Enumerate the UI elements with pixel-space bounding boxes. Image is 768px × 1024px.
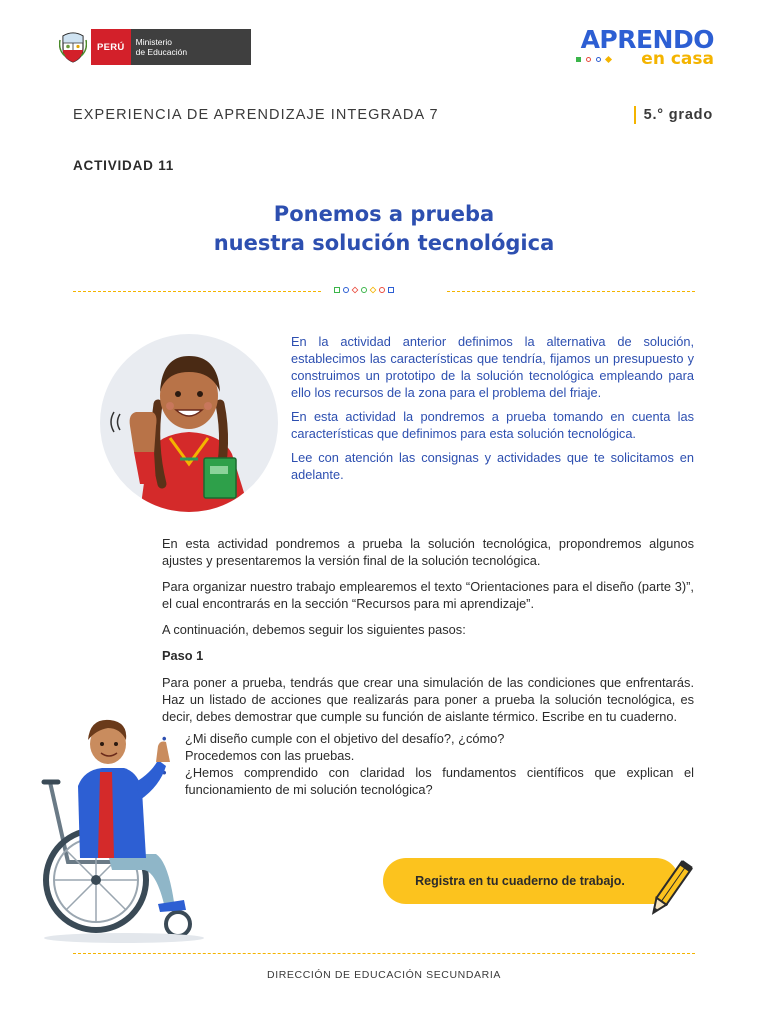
boy-wheelchair-illustration [28, 712, 214, 944]
brand-bottom: en casa [641, 49, 714, 69]
pencil-icon [642, 856, 698, 922]
body-paragraph-2: Para organizar nuestro trabajo emplearemos el texto “Orientaciones para el diseño (parte 3)”, el cual encontrarás en la sección “Recursos para mi aprendizaje”. [162, 579, 694, 611]
ministry-label [131, 29, 251, 65]
body-paragraph-1: En esta actividad pondremos a prueba la solución tecnológica, propondremos algunos ajustes y presentaremos la versión final de la solución tecnológica. [162, 536, 694, 568]
grade-text: 5.° grado [643, 107, 713, 123]
grade-label [634, 106, 713, 124]
title-divider [73, 289, 695, 295]
peru-shield-icon [58, 29, 88, 65]
ministry-line-2: de Educación [135, 47, 188, 57]
register-notebook-banner: Registra en tu cuaderno de trabajo. [383, 858, 679, 904]
footer-divider [73, 953, 695, 954]
intro-paragraph-3: Lee con atención las consignas y actividades que te solicitamos en adelante. [291, 450, 694, 482]
experience-title: EXPERIENCIA DE APRENDIZAJE INTEGRADA 7 [73, 107, 439, 123]
step-heading: Paso 1 [162, 648, 204, 663]
intro-text [291, 333, 694, 490]
government-logo [58, 29, 251, 65]
brand-shapes [576, 57, 611, 62]
body-paragraph-3: A continuación, debemos seguir los siguientes pasos: [162, 622, 466, 637]
main-content [162, 535, 694, 798]
question-list [162, 730, 694, 798]
intro-paragraph-2: En esta actividad la pondremos a prueba tomando en cuenta las características que definimos para esta solución tecnológica. [291, 409, 694, 441]
footer-text: DIRECCIÓN DE EDUCACIÓN SECUNDARIA [267, 969, 501, 981]
activity-label: ACTIVIDAD 11 [73, 158, 175, 173]
grade-separator [634, 106, 636, 124]
divider-shapes [334, 287, 394, 293]
title-line-2: nuestra solución tecnológica [213, 231, 555, 255]
intro-paragraph-1: En la actividad anterior definimos la alternativa de solución, establecimos las características que tendría, fijamos un presupuesto y construimos un prototipo de la solución tecnológica empleando para ello los recursos de la zona para el problema del friaje. [291, 334, 694, 400]
girl-illustration [100, 334, 278, 512]
peru-label: PERÚ [91, 29, 131, 65]
aprendo-en-casa-logo [574, 26, 714, 70]
brand-top: APRENDO [580, 25, 714, 54]
list-item: • ¿Hemos comprendido con claridad los fundamentos científicos que explican el funcionamiento de mi solución tecnológica? [162, 764, 694, 798]
list-item: • Procedemos con las pruebas. [162, 747, 694, 764]
page-title [0, 200, 768, 258]
ministry-line-1: Ministerio [135, 37, 172, 47]
body-paragraph-4: Para poner a prueba, tendrás que crear una simulación de las condiciones que enfrentarás. Haz un listado de acciones que realizarás para poner a prueba la solución tecnológica, es decir, debes demostrar que cumple su función de aislante térmico. Escribe en tu cuaderno. [162, 675, 694, 724]
title-line-1: Ponemos a prueba [273, 202, 495, 226]
list-item: • ¿Mi diseño cumple con el objetivo del desafío?, ¿cómo? [162, 730, 694, 747]
